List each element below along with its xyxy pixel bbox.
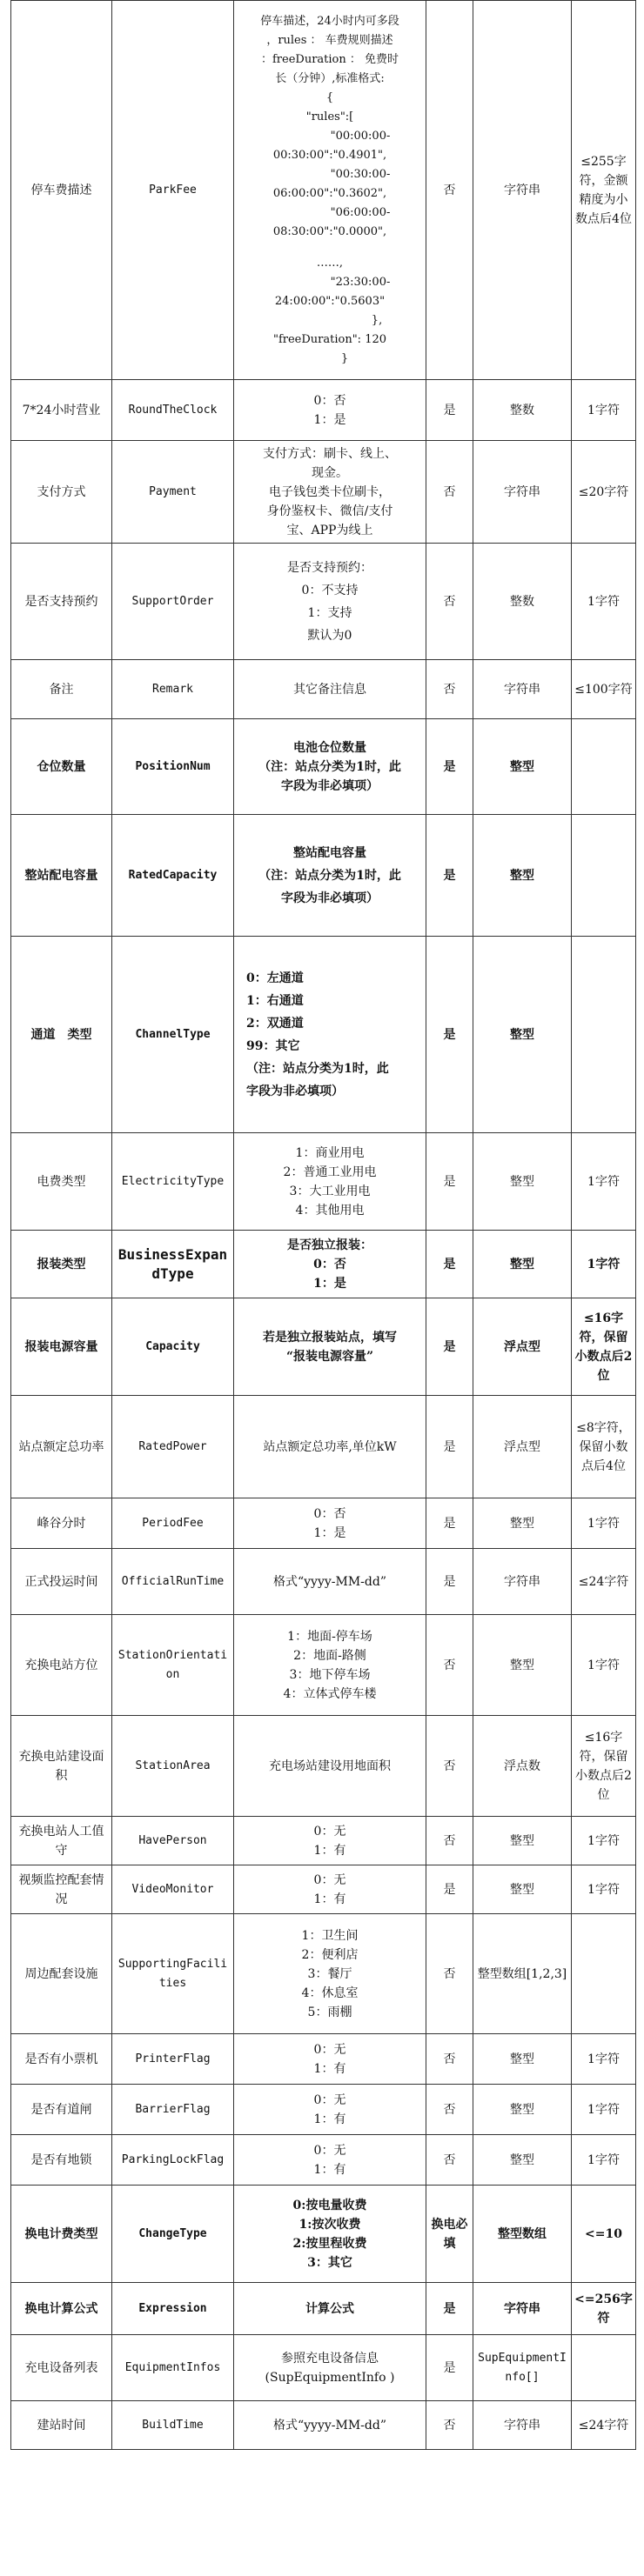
field-length [572, 2335, 636, 2401]
description-line: 1：有 [313, 2061, 346, 2076]
field-description [234, 1498, 426, 1549]
description-line: 0：不支持 [301, 583, 359, 597]
field-name: 充电设备列表 [11, 2335, 112, 2401]
field-length: <=256字符 [572, 2283, 636, 2335]
table-row [11, 1, 636, 380]
field-length: 1字符 [572, 1231, 636, 1298]
description-line: 1：是 [313, 412, 346, 427]
field-description [234, 1914, 426, 2034]
table-row [11, 2034, 636, 2085]
table-row [11, 1914, 636, 2034]
field-name: 正式投运时间 [11, 1549, 112, 1615]
field-description [234, 1817, 426, 1865]
description-line: 0：否 [313, 393, 346, 408]
table-row [11, 2401, 636, 2450]
table-row [11, 719, 636, 815]
description-line: 2：双通道 [246, 1016, 304, 1031]
field-name: 电费类型 [11, 1133, 112, 1231]
field-type: 浮点型 [473, 1298, 572, 1396]
description-line: 4：休息室 [301, 1985, 359, 2000]
description-line: 1：有 [313, 1892, 346, 1906]
field-description [234, 660, 426, 719]
field-code: HavePerson [112, 1817, 234, 1865]
field-required: 是 [426, 2335, 473, 2401]
field-required: 是 [426, 2283, 473, 2335]
field-description [234, 1865, 426, 1914]
field-name: 充换电站方位 [11, 1615, 112, 1716]
field-type: 整型 [473, 1865, 572, 1914]
description-line: (SupEquipmentInfo ) [265, 2370, 395, 2385]
field-type: 整型 [473, 937, 572, 1133]
table-row [11, 1865, 636, 1914]
field-required: 是 [426, 1498, 473, 1549]
description-line: 宝、APP为线上 [286, 523, 373, 537]
field-required: 否 [426, 1615, 473, 1716]
field-code: RatedPower [112, 1396, 234, 1498]
description-line: 3：餐厅 [307, 1966, 352, 1981]
description-line: 1:按次收费 [299, 2217, 361, 2232]
field-type: 整型 [473, 1498, 572, 1549]
field-length [572, 1914, 636, 2034]
description-line: （注：站点分类为1时，此 [258, 759, 401, 774]
description-line: 1：右通道 [246, 993, 304, 1008]
field-required: 否 [426, 441, 473, 544]
table-row [11, 937, 636, 1133]
description-line: 2：地面-路侧 [293, 1648, 366, 1663]
table-row [11, 1817, 636, 1865]
field-name: 通道 类型 [11, 937, 112, 1133]
field-code: VideoMonitor [112, 1865, 234, 1914]
field-length: ≤16字符，保留小数点后2位 [572, 1716, 636, 1817]
field-required: 是 [426, 1133, 473, 1231]
field-name: 是否有道闸 [11, 2085, 112, 2135]
description-line: 1：有 [313, 1843, 346, 1858]
description-line: 格式“yyyy-MM-dd” [272, 1574, 386, 1589]
field-description [234, 2135, 426, 2186]
field-length [572, 719, 636, 815]
field-name: 报装电源容量 [11, 1298, 112, 1396]
field-code: Capacity [112, 1298, 234, 1396]
field-description [234, 1298, 426, 1396]
field-type: 整型 [473, 1133, 572, 1231]
description-line: 1：卫生间 [301, 1928, 359, 1943]
field-code: RoundTheClock [112, 380, 234, 441]
field-name: 备注 [11, 660, 112, 719]
field-name: 换电计费类型 [11, 2186, 112, 2283]
description-line: 0：无 [313, 2042, 346, 2057]
description-line: 电子钱包类卡位刷卡， [269, 484, 391, 499]
field-required: 是 [426, 1396, 473, 1498]
description-line: 0：无 [313, 2143, 346, 2158]
field-code: RatedCapacity [112, 815, 234, 937]
field-name: 峰谷分时 [11, 1498, 112, 1549]
description-line: （注：站点分类为1时，此 [246, 1061, 389, 1076]
field-type: 浮点型 [473, 1396, 572, 1498]
field-code: SupportOrder [112, 544, 234, 660]
field-type: 字符串 [473, 2401, 572, 2450]
description-line: 支付方式：刷卡、线上、 [263, 446, 397, 461]
field-description [234, 1133, 426, 1231]
field-type: 整型数组[1,2,3] [473, 1914, 572, 2034]
field-description [234, 2401, 426, 2450]
description-line: ，rules ： 车费规则描述 [266, 33, 393, 47]
field-code: Expression [112, 2283, 234, 2335]
field-description [234, 441, 426, 544]
field-length: 1字符 [572, 1615, 636, 1716]
field-description [234, 2186, 426, 2283]
field-description [234, 1716, 426, 1817]
table-row [11, 2283, 636, 2335]
description-line: 站点额定总功率,单位kW [263, 1439, 397, 1454]
description-line: "00:00:00- [330, 129, 391, 143]
field-required: 否 [426, 1914, 473, 2034]
field-required: 是 [426, 1865, 473, 1914]
field-type: 浮点数 [473, 1716, 572, 1817]
description-line: 默认为0 [307, 628, 352, 643]
field-name: 建站时间 [11, 2401, 112, 2450]
table-row [11, 815, 636, 937]
description-line [237, 242, 423, 254]
field-required: 否 [426, 1716, 473, 1817]
field-name: 换电计算公式 [11, 2283, 112, 2335]
description-line: 其它备注信息 [293, 682, 366, 697]
description-line: "06:00:00- [330, 205, 391, 219]
description-line: "rules":[ [305, 110, 354, 123]
field-spec-table [10, 0, 636, 2450]
description-line: 3：大工业用电 [289, 1184, 371, 1198]
field-required: 否 [426, 2034, 473, 2085]
field-code: BarrierFlag [112, 2085, 234, 2135]
table-row [11, 1396, 636, 1498]
field-name: 停车费描述 [11, 1, 112, 380]
field-code: BuildTime [112, 2401, 234, 2450]
field-length [572, 937, 636, 1133]
description-line: 0:按电量收费 [292, 2198, 367, 2212]
field-type: 整型 [473, 2085, 572, 2135]
field-name: 支付方式 [11, 441, 112, 544]
description-line: （注：站点分类为1时，此 [258, 868, 401, 883]
description-line: 是否独立报装： [287, 1238, 372, 1252]
description-line: 电池仓位数量 [293, 740, 366, 755]
description-line: 停车描述，24小时内可多段 [260, 14, 399, 28]
field-description [234, 1396, 426, 1498]
field-name: 7*24小时营业 [11, 380, 112, 441]
field-description [234, 937, 426, 1133]
description-line: 长（分钟）,标准格式: [275, 71, 385, 85]
description-line: ：freeDuration ： 免费时 [260, 52, 399, 66]
description-line: 2：便利店 [301, 1947, 359, 1962]
field-code: ParkFee [112, 1, 234, 380]
field-type: 整数 [473, 380, 572, 441]
table-row [11, 1231, 636, 1298]
field-type: SupEquipmentInfo[] [473, 2335, 572, 2401]
field-code: OfficialRunTime [112, 1549, 234, 1615]
field-length: 1字符 [572, 1865, 636, 1914]
description-line: 99：其它 [246, 1038, 300, 1053]
description-line: 5：雨棚 [307, 2005, 352, 2019]
description-line: 0：无 [313, 2092, 346, 2107]
field-length: 1字符 [572, 2034, 636, 2085]
field-required: 否 [426, 2135, 473, 2186]
field-length [572, 815, 636, 937]
field-length: ≤16字符，保留小数点后2位 [572, 1298, 636, 1396]
field-name: 是否有地锁 [11, 2135, 112, 2186]
field-name: 周边配套设施 [11, 1914, 112, 2034]
field-code: PeriodFee [112, 1498, 234, 1549]
description-line: 1：是 [313, 1276, 346, 1291]
table-row [11, 441, 636, 544]
description-line: 4：其他用电 [295, 1203, 365, 1218]
table-row [11, 2335, 636, 2401]
table-row [11, 2186, 636, 2283]
table-row [11, 1498, 636, 1549]
field-length: 1字符 [572, 1498, 636, 1549]
table-row [11, 2085, 636, 2135]
table-row [11, 380, 636, 441]
description-line: “报装电源容量” [285, 1349, 374, 1364]
field-length: 1字符 [572, 2135, 636, 2186]
field-type: 整型 [473, 1615, 572, 1716]
field-length: ≤100字符 [572, 660, 636, 719]
table-row [11, 660, 636, 719]
field-name: 站点额定总功率 [11, 1396, 112, 1498]
field-required: 是 [426, 815, 473, 937]
description-line: ……, [316, 256, 344, 270]
field-required: 否 [426, 1817, 473, 1865]
field-type: 整型 [473, 719, 572, 815]
field-code: EquipmentInfos [112, 2335, 234, 2401]
description-line: 是否支持预约： [287, 560, 372, 575]
description-line: 0：否 [313, 1506, 346, 1521]
field-description [234, 1549, 426, 1615]
field-description [234, 719, 426, 815]
field-required: 是 [426, 1298, 473, 1396]
description-line: 参照充电设备信息 [281, 2351, 379, 2366]
table-row [11, 544, 636, 660]
field-description [234, 380, 426, 441]
description-line: 1：有 [313, 2112, 346, 2126]
field-required: 是 [426, 380, 473, 441]
field-required: 否 [426, 544, 473, 660]
field-code: PositionNum [112, 719, 234, 815]
field-required: 是 [426, 1231, 473, 1298]
description-line: 3：其它 [307, 2255, 352, 2270]
description-line: }, [371, 313, 383, 327]
field-type: 字符串 [473, 1549, 572, 1615]
table-row [11, 1549, 636, 1615]
description-line: 字段为非必填项） [281, 891, 379, 905]
field-type: 字符串 [473, 660, 572, 719]
description-line: "00:30:00- [330, 167, 391, 181]
field-length: 1字符 [572, 544, 636, 660]
field-type: 整数 [473, 544, 572, 660]
field-type: 字符串 [473, 441, 572, 544]
description-line: 计算公式 [305, 2301, 354, 2316]
description-line: 字段为非必填项） [281, 778, 379, 793]
description-line: 身份鉴权卡、微信/支付 [266, 504, 393, 518]
field-type: 整型 [473, 2135, 572, 2186]
field-code: Remark [112, 660, 234, 719]
field-type: 字符串 [473, 1, 572, 380]
table-row [11, 1298, 636, 1396]
field-length: ≤24字符 [572, 2401, 636, 2450]
field-length: 1字符 [572, 1133, 636, 1231]
description-line: 若是独立报装站点，填写 [263, 1330, 397, 1345]
field-description [234, 815, 426, 937]
description-line: 充电场站建设用地面积 [269, 1758, 391, 1773]
description-line: 0：无 [313, 1872, 346, 1887]
description-line: 3：地下停车场 [289, 1667, 371, 1682]
description-line: 06:00:00":"0.3602", [272, 186, 387, 200]
field-code: ChannelType [112, 937, 234, 1133]
field-required: 否 [426, 2401, 473, 2450]
field-code: BusinessExpandType [112, 1231, 234, 1298]
description-line: 0：否 [313, 1257, 346, 1271]
field-length: <=10 [572, 2186, 636, 2283]
field-code: SupportingFacilities [112, 1914, 234, 2034]
field-length: ≤255字符，金额精度为小数点后4位 [572, 1, 636, 380]
field-required: 否 [426, 1, 473, 380]
description-line: 字段为非必填项） [246, 1084, 344, 1098]
field-code: Payment [112, 441, 234, 544]
field-description [234, 2283, 426, 2335]
description-line: 1：有 [313, 2162, 346, 2177]
field-name: 仓位数量 [11, 719, 112, 815]
field-length: ≤24字符 [572, 1549, 636, 1615]
description-line: } [340, 351, 349, 365]
description-line: 1：支持 [307, 605, 352, 620]
description-line: 08:30:00":"0.0000", [272, 224, 387, 238]
description-line: 2:按里程收费 [292, 2236, 367, 2251]
field-type: 整型 [473, 1817, 572, 1865]
description-line: 0：无 [313, 1824, 346, 1839]
field-type: 整型数组 [473, 2186, 572, 2283]
description-line: 24:00:00":"0.5603" [274, 294, 386, 308]
field-code: ChangeType [112, 2186, 234, 2283]
table-row [11, 1615, 636, 1716]
field-length: 1字符 [572, 2085, 636, 2135]
field-type: 整型 [473, 2034, 572, 2085]
description-line: 1：是 [313, 1525, 346, 1540]
field-required: 否 [426, 660, 473, 719]
field-required: 是 [426, 937, 473, 1133]
field-length: 1字符 [572, 380, 636, 441]
field-type: 整型 [473, 1231, 572, 1298]
field-type: 整型 [473, 815, 572, 937]
table-row [11, 1716, 636, 1817]
field-length: ≤8字符，保留小数点后4位 [572, 1396, 636, 1498]
field-description [234, 2335, 426, 2401]
field-name: 充换电站人工值守 [11, 1817, 112, 1865]
field-name: 报装类型 [11, 1231, 112, 1298]
field-name: 视频监控配套情况 [11, 1865, 112, 1914]
field-name: 是否支持预约 [11, 544, 112, 660]
field-description [234, 1615, 426, 1716]
field-code: ParkingLockFlag [112, 2135, 234, 2186]
description-line: 2：普通工业用电 [283, 1165, 377, 1179]
field-code: ElectricityType [112, 1133, 234, 1231]
field-type: 字符串 [473, 2283, 572, 2335]
field-code: StationArea [112, 1716, 234, 1817]
field-required: 是 [426, 719, 473, 815]
field-code: PrinterFlag [112, 2034, 234, 2085]
field-description [234, 1231, 426, 1298]
field-name: 是否有小票机 [11, 2034, 112, 2085]
field-description [234, 2034, 426, 2085]
description-line: { [325, 90, 334, 104]
description-line: 4：立体式停车楼 [283, 1686, 377, 1701]
field-required: 换电必填 [426, 2186, 473, 2283]
description-line: 现金。 [312, 465, 348, 480]
description-line: 整站配电容量 [293, 845, 366, 860]
description-line: "freeDuration": 120 [272, 332, 387, 346]
description-line: 0：左通道 [246, 971, 304, 985]
description-line: 1：地面-停车场 [287, 1629, 372, 1644]
field-name: 充换电站建设面积 [11, 1716, 112, 1817]
field-description [234, 2085, 426, 2135]
description-line: "23:30:00- [330, 275, 391, 289]
field-code: StationOrientation [112, 1615, 234, 1716]
table-row [11, 1133, 636, 1231]
description-line: 格式“yyyy-MM-dd” [272, 2418, 386, 2433]
field-length: ≤20字符 [572, 441, 636, 544]
field-name: 整站配电容量 [11, 815, 112, 937]
table-row [11, 2135, 636, 2186]
description-line: 00:30:00":"0.4901", [272, 148, 387, 162]
field-required: 否 [426, 2085, 473, 2135]
field-description [234, 1, 426, 380]
field-description [234, 544, 426, 660]
description-line: 1：商业用电 [295, 1145, 365, 1160]
field-length: 1字符 [572, 1817, 636, 1865]
field-required: 是 [426, 1549, 473, 1615]
